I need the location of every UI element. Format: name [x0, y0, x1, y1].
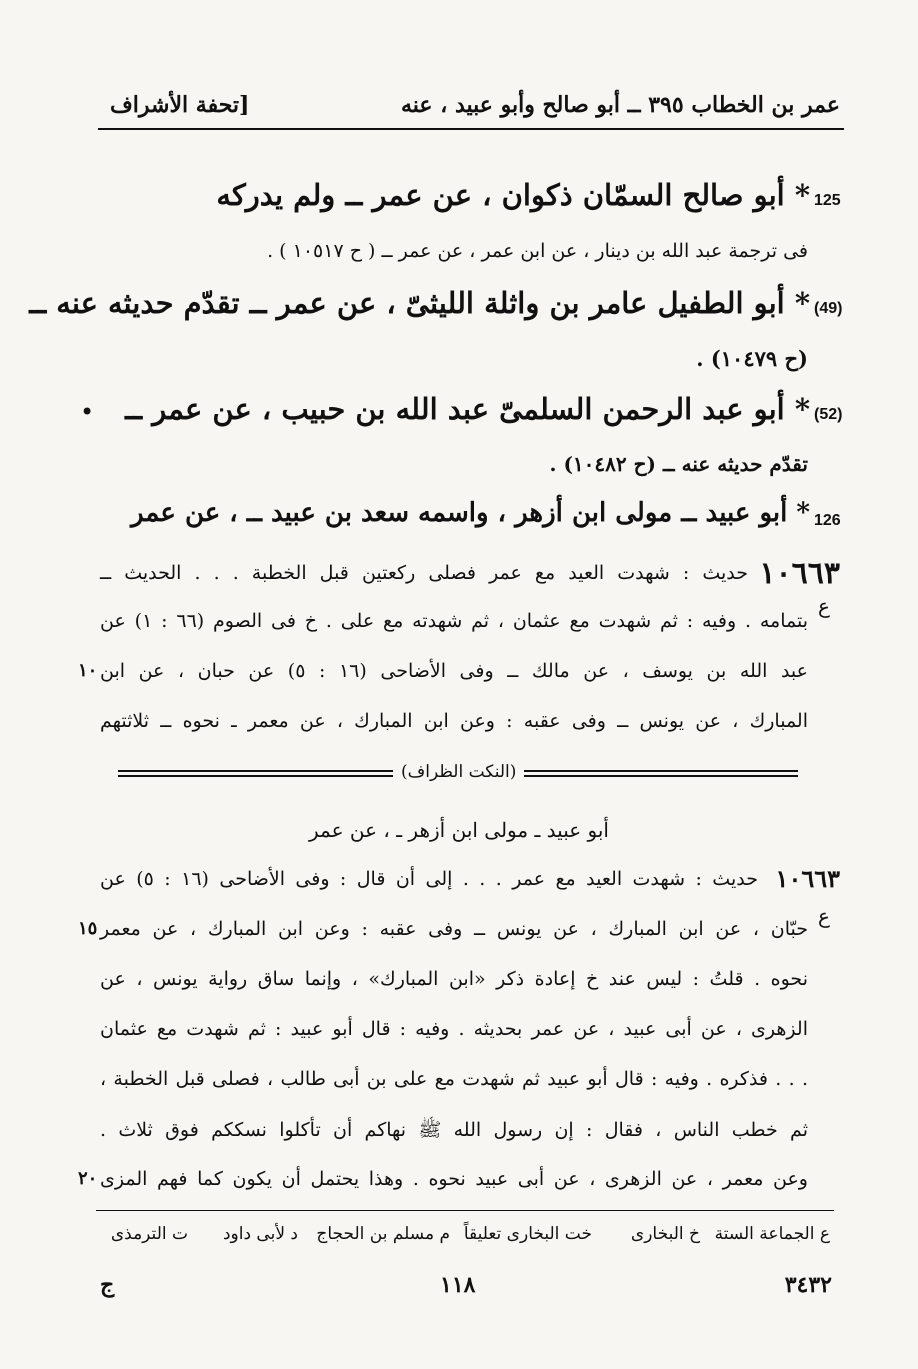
siglum-ayn: ع [818, 904, 830, 928]
hadith-line: حديث : شهدت العيد مع عمر فصلى ركعتين قبل الخطبة . . . الحديث ــ [100, 562, 748, 584]
legend-item: خ البخارى [630, 1224, 700, 1244]
hadith-line: عبد الله بن يوسف ، عن مالك ــ وفى الأضاحى (١٦ : ٥) عن حبان ، عن ابن [100, 660, 808, 682]
hadith-number: ١٠٦٦٣ [775, 864, 840, 893]
hadith-line: المبارك ، عن يونس ــ وفى عقبه : وعن ابن المبارك ، عن معمر ـ نحوه ــ ثلاثتهم [100, 710, 808, 732]
entry-text: فى ترجمة عبد الله بن دينار ، عن ابن عمر ، عن عمر ــ ( ح ١٠٥١٧ ) . [267, 240, 808, 262]
nukat-line: . . . فذكره . وفيه : قال أبو عبيد ثم شهدت مع على بن أبى طالب ، فصلى قبل الخطبة ، [100, 1068, 808, 1090]
nukat-line: وعن معمر ، عن الزهرى ، عن أبى عبيد نحوه . وهذا يحتمل أن يكون كما فهم المزى [100, 1168, 808, 1190]
entry-heading: * أبو صالح السمّان ذكوان ، عن عمر ــ ولم يدركه [216, 178, 810, 212]
entry-number: (52) [814, 406, 843, 423]
running-header-book: [تحفة الأشراف [110, 92, 250, 118]
page-number: ١١٨ [440, 1272, 476, 1298]
entry-text: تقدّم حديثه عنه ــ (ح ١٠٤٨٢) . [549, 452, 808, 476]
entry-heading: * أبو الطفيل عامر بن واثلة الليثىّ ، عن عمر ــ تقدّم حديثه عنه ــ [29, 286, 810, 320]
legend-item: م مسلم بن الحجاج [316, 1224, 450, 1244]
line-number: ١٠ [78, 660, 98, 681]
hadith-line: بتمامه . وفيه : ثم شهدت مع عثمان ، ثم شهدته مع على . خ فى الصوم (٦٦ : ١) عن [100, 610, 808, 632]
nukat-divider [118, 762, 798, 788]
legend-item: خت البخارى تعليقاً [463, 1224, 592, 1244]
entry-text: (ح ١٠٤٧٩) . [696, 346, 808, 371]
nukat-line: ثم خطب الناس ، فقال : إن رسول الله ﷺ نهاكم أن تأكلوا نسككم فوق ثلاث . [100, 1119, 808, 1141]
nukat-line: حديث : شهدت العيد مع عمر . . . إلى أن قال : وفى الأضاحى (١٦ : ٥) عن [100, 868, 758, 890]
entry-heading: * أبو عبد الرحمن السلمىّ عبد الله بن حبيب ، عن عمر ــ [125, 392, 810, 426]
entry-number: 125 [814, 192, 841, 209]
nukat-line: نحوه . قلتُ : ليس عند خ إعادة ذكر «ابن المبارك» ، وإنما ساق رواية يونس ، عن [100, 968, 808, 990]
nukat-title: أبو عبيد ـ مولى ابن أزهر ـ ، عن عمر [309, 818, 609, 842]
nukat-line: الزهرى ، عن أبى عبيد ، عن عمر بحديثه . وفيه : قال أبو عبيد : ثم شهدت مع عثمان [100, 1018, 808, 1040]
legend-item: د لأبى داود [222, 1224, 298, 1244]
margin-dot: • [80, 398, 95, 426]
nukat-line: حبّان ، عن ابن المبارك ، عن يونس ــ وفى عقبه : وعن ابن المبارك ، عن معمر [100, 918, 808, 940]
volume-page-number: ٣٤٣٢ [784, 1272, 832, 1298]
entry-number: (49) [814, 300, 843, 317]
legend-item: ع الجماعة الستة [714, 1224, 830, 1244]
siglum-ayn: ع [818, 594, 830, 618]
running-header-title: عمر بن الخطاب ٣٩٥ ــ أبو صالح وأبو عبيد ، عنه [401, 92, 840, 118]
header-rule [98, 128, 844, 130]
hadith-number: ١٠٦٦٣ [759, 556, 840, 591]
entry-number: 126 [814, 512, 841, 529]
entry-heading: * أبو عبيد ــ مولى ابن أزهر ، واسمه سعد بن عبيد ــ ، عن عمر [131, 498, 810, 528]
signature-mark: ج [100, 1272, 115, 1298]
divider-label: (النكت الظراف) [393, 762, 524, 782]
line-number: ٢٠ [78, 1168, 98, 1189]
legend-item: ت الترمذى [110, 1224, 188, 1244]
line-number: ١٥ [78, 918, 98, 939]
footer-rule [96, 1210, 834, 1211]
